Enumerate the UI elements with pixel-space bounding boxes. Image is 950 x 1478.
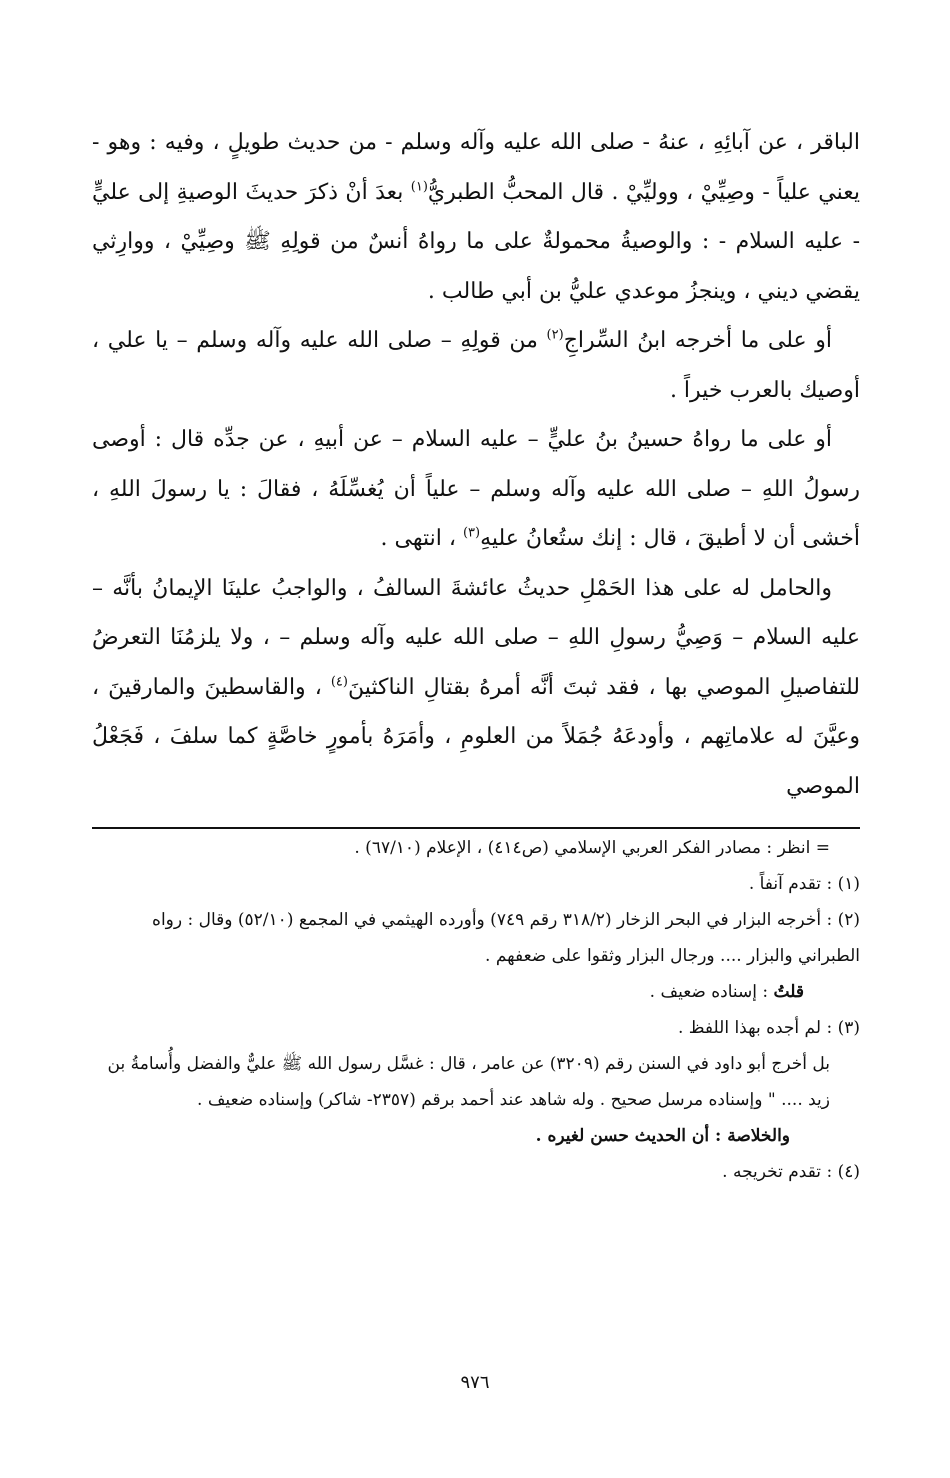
paragraph-2-text-cont: من قولِهِ – صلى الله عليه وآله وسلم – يا علي ، أوصيك بالعرب خيراً . [92,328,860,403]
paragraph-4-text: والحامل له على هذا الحَمْلِ حديثُ عائشةَ السالفُ ، والواجبُ علينَا الإيمانُ بأنَّه – عليه السلام – وَصِيُّ رسولِ اللهِ – صلى الله عليه وآله وسلم – ، ولا يلزمُنَا التعرضُ للتفاصيلِ الموصي بها ، فقد ثبتَ أنَّه أمرهُ بقتالِ الناكثينَ [92,575,860,700]
footnote-2-comment [92,974,860,1010]
footnote-3: (٣) : لم أجده بهذا اللفظ . [677,1018,860,1038]
footnote-ref-4[interactable]: (٤) [330,674,348,690]
paragraph-2 [92,316,860,415]
paragraph-1-text-cont: بعدَ أنْ ذكرَ حديثَ الوصيةِ إلى عليٍّ - عليه السلام - : والوصيةُ محمولةٌ على ما رواهُ أنسٌ من قولِهِ ﷺ وصِيِّيْ ، ووارِثي يقضي ديني ، وينجزُ موعدي عليُّ بن أبي طالب . [92,179,860,304]
footnote-1: (١) : تقدم آنفاً . [748,874,860,894]
paragraph-2-text: أو على ما أخرجه ابنُ السِّراجِ [563,328,832,353]
footnote-3-conclusion [92,1118,860,1154]
footnote-4: (٤) : تقدم تخريجه . [722,1162,860,1182]
paragraph-1-text: الباقر ، عن آبائِهِ ، عنهُ - صلى الله عليه وآله وسلم - من حديث طويلٍ ، وفيه : وهو - يعني علياً - وصِيِّيْ ، ووليِّيْ . قال المحبُّ الطبريُّ [92,130,860,205]
footnote-ref-2[interactable]: (٢) [546,327,564,343]
footnote-3-detail: بل أخرج أبو داود في السنن رقم (٣٢٠٩) عن عامر ، قال : غسَّل رسول الله ﷺ عليٌّ والفضل وأُسامةُ بن زيد .... " وإسناده مرسل صحيح . وله شاهد عند أحمد برقم (٢٣٥٧- شاكر) وإسناده ضعيف . [107,1054,830,1110]
paragraph-4 [92,564,860,812]
paragraph-1 [92,118,860,316]
footnote-separator [92,827,860,829]
page-number: ٩٧٦ [460,1372,490,1393]
footnote-2-qult-text: : إسناده ضعيف . [649,982,774,1002]
main-text [92,118,860,811]
footnote-ref-1[interactable]: (١) [410,179,428,195]
footnote-3-conclusion-text: والخلاصة : أن الحديث حسن لغيره . [535,1126,790,1146]
paragraph-4-text-cont: ، والقاسطينَ والمارقينَ ، وعيَّنَ له علاماتِهم ، وأودعَهُ جُمَلاً من العلومِ ، وأمَرَهُ بأمورٍ خاصَّةٍ كما سلفَ ، فَجَعْلُ الموصي [92,674,860,799]
paragraph-3 [92,415,860,564]
paragraph-3-text-cont: ، انتهى . [380,526,463,551]
footnote-carryover: = انظر : مصادر الفكر العربي الإسلامي (ص٤١٤) ، الإعلام (٦٧/١٠) . [354,838,830,858]
footnote-2-qult-label: قلتُ [773,982,804,1002]
paragraph-3-text: أو على ما رواهُ حسينُ بنُ عليٍّ – عليه السلام – عن أبيهِ ، عن جدِّه قال : أوصى رسولُ اللهِ – صلى الله عليه وآله وسلم – علياً أن يُغسِّلَهُ ، فقالَ : يا رسولَ اللهِ ، أخشى أن لا أطيقَ ، قال : إنك ستُعانُ عليهِ [92,427,860,551]
footnotes [92,830,860,1190]
footnote-ref-3[interactable]: (٣) [462,525,481,541]
footnote-2: (٢) : أخرجه البزار في البحر الزخار (٣١٨/٢ رقم ٧٤٩) وأورده الهيثمي في المجمع (٥٢/١٠) وقال : رواه الطبراني والبزار .... ورجال البزار وثقوا على ضعفهم . [152,910,860,966]
